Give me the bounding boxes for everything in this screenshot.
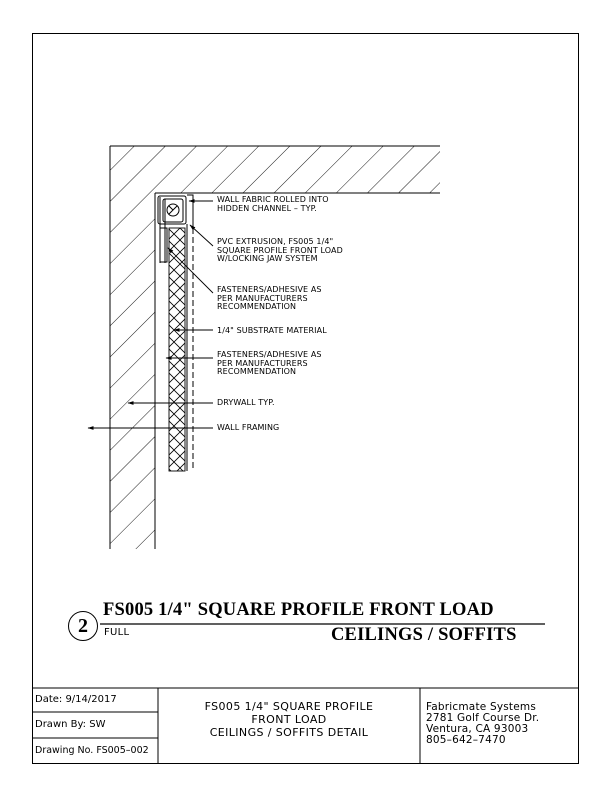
title-block-description-line2: FRONT LOAD — [251, 713, 327, 726]
title-block-drawn-by: Drawn By: SW — [35, 719, 106, 730]
callout-wall-framing: WALL FRAMING — [217, 423, 280, 432]
title-block-company-phone: 805–642–7470 — [426, 734, 506, 746]
title-block-date: Date: 9/14/2017 — [35, 694, 117, 705]
title-block-company-city: Ventura, CA 93003 — [426, 723, 529, 735]
title-block-company-name: Fabricmate Systems — [426, 701, 536, 713]
title-block-company-street: 2781 Golf Course Dr. — [426, 712, 540, 724]
detail-number-bubble: 2 — [68, 611, 98, 641]
title-block-drawing-number: Drawing No. FS005–002 — [35, 745, 149, 756]
callout-fasteners-adhesive-2: FASTENERS/ADHESIVE AS PER MANUFACTURERS RECOMMENDATION — [217, 350, 322, 376]
detail-title-line1: FS005 1/4" SQUARE PROFILE FRONT LOAD — [103, 600, 494, 620]
substrate-crosshatch — [169, 228, 185, 471]
callout-fasteners-adhesive: FASTENERS/ADHESIVE AS PER MANUFACTURERS RECOMMENDATION — [217, 285, 322, 311]
detail-scale: FULL — [104, 627, 130, 638]
callout-drywall: DRYWALL TYP. — [217, 398, 275, 407]
callout-substrate-material: 1/4" SUBSTRATE MATERIAL — [217, 326, 327, 335]
title-block-description-line3: CEILINGS / SOFFITS DETAIL — [209, 726, 369, 739]
title-block-description-line1: FS005 1/4" SQUARE PROFILE — [204, 700, 374, 713]
callout-pvc-extrusion: PVC EXTRUSION, FS005 1/4" SQUARE PROFILE FRONT LOAD W/LOCKING JAW SYSTEM — [217, 237, 343, 263]
detail-title-line2: CEILINGS / SOFFITS — [331, 625, 517, 645]
callout-wall-fabric: WALL FABRIC ROLLED INTO HIDDEN CHANNEL – TYP. — [217, 195, 329, 213]
